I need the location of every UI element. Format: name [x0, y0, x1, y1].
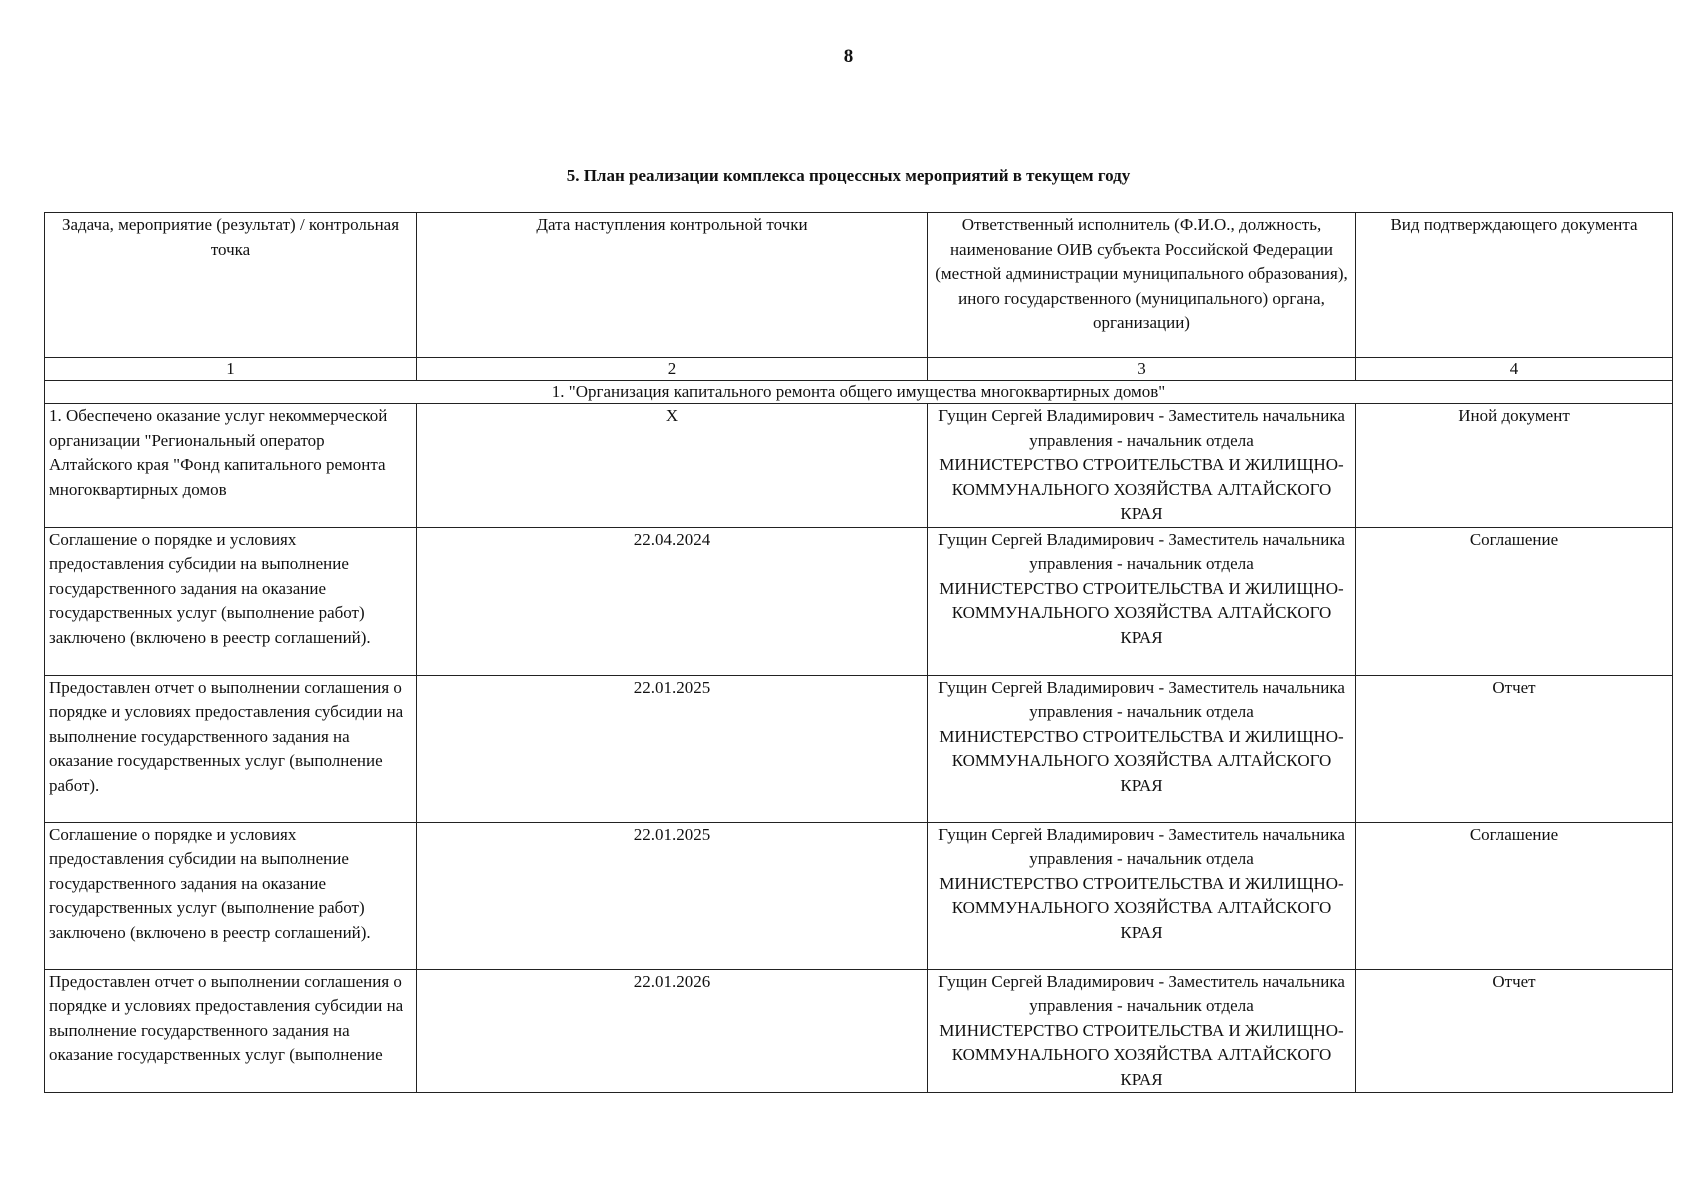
executor-cell — [928, 969, 1356, 1093]
page-number: 8 — [843, 46, 854, 67]
date-cell: 22.01.2026 — [417, 969, 928, 1093]
task-cell: 1. Обеспечено оказание услуг некоммерческой организации "Региональный оператор Алтайского края "Фонд капитального ремонта многоквартирных домов — [45, 404, 417, 528]
column-number: 2 — [417, 358, 928, 381]
header-task: Задача, мероприятие (результат) / контрольная точка — [45, 213, 417, 358]
executor-org: МИНИСТЕРСТВО СТРОИТЕЛЬСТВА И ЖИЛИЩНО-КОММУНАЛЬНОГО ХОЗЯЙСТВА АЛТАЙСКОГО КРАЯ — [939, 726, 1344, 795]
executor-person: Гущин Сергей Владимирович - Заместитель начальника управления - начальник отдела — [938, 971, 1345, 1015]
header-document: Вид подтверждающего документа — [1356, 213, 1673, 358]
executor-org: МИНИСТЕРСТВО СТРОИТЕЛЬСТВА И ЖИЛИЩНО-КОММУНАЛЬНОГО ХОЗЯЙСТВА АЛТАЙСКОГО КРАЯ — [939, 578, 1344, 647]
task-cell: Предоставлен отчет о выполнении соглашения о порядке и условиях предоставления субсидии на выполнение государственного задания на оказание государственных услуг (выполнение — [45, 969, 417, 1093]
executor-person: Гущин Сергей Владимирович - Заместитель начальника управления - начальник отдела — [938, 824, 1345, 868]
document-cell: Иной документ — [1356, 404, 1673, 528]
header-date: Дата наступления контрольной точки — [417, 213, 928, 358]
group-title: 1. "Организация капитального ремонта общего имущества многоквартирных домов" — [45, 381, 1673, 404]
date-cell: 22.01.2025 — [417, 675, 928, 822]
document-cell: Отчет — [1356, 969, 1673, 1093]
header-executor: Ответственный исполнитель (Ф.И.О., должность, наименование ОИВ субъекта Российской Федерации (местной администрации муниципального образования), иного государственного (муниципального) органа, организации) — [928, 213, 1356, 358]
date-cell: 22.01.2025 — [417, 822, 928, 969]
executor-person: Гущин Сергей Владимирович - Заместитель начальника управления - начальник отдела — [938, 406, 1345, 450]
task-cell: Соглашение о порядке и условиях предоставления субсидии на выполнение государственного задания на оказание государственных услуг (выполнение работ) заключено (включено в реестр соглашений). — [45, 527, 417, 675]
column-number-row — [45, 358, 1673, 381]
executor-org: МИНИСТЕРСТВО СТРОИТЕЛЬСТВА И ЖИЛИЩНО-КОММУНАЛЬНОГО ХОЗЯЙСТВА АЛТАЙСКОГО КРАЯ — [939, 873, 1344, 942]
document-cell: Отчет — [1356, 675, 1673, 822]
executor-person: Гущин Сергей Владимирович - Заместитель начальника управления - начальник отдела — [938, 529, 1345, 573]
table-row — [45, 527, 1673, 675]
date-cell: 22.04.2024 — [417, 527, 928, 675]
section-title: 5. План реализации комплекса процессных мероприятий в текущем году — [566, 166, 1131, 185]
executor-cell — [928, 527, 1356, 675]
task-cell: Соглашение о порядке и условиях предоставления субсидии на выполнение государственного задания на оказание государственных услуг (выполнение работ) заключено (включено в реестр соглашений). — [45, 822, 417, 969]
column-number: 4 — [1356, 358, 1673, 381]
table-row — [45, 822, 1673, 969]
header-row — [45, 213, 1673, 358]
executor-cell — [928, 404, 1356, 528]
date-cell: X — [417, 404, 928, 528]
executor-cell — [928, 822, 1356, 969]
document-cell: Соглашение — [1356, 822, 1673, 969]
table-row — [45, 404, 1673, 528]
table-row — [45, 969, 1673, 1093]
group-row — [45, 381, 1673, 404]
table-row — [45, 675, 1673, 822]
plan-table — [44, 212, 1673, 1093]
executor-cell — [928, 675, 1356, 822]
column-number: 1 — [45, 358, 417, 381]
executor-org: МИНИСТЕРСТВО СТРОИТЕЛЬСТВА И ЖИЛИЩНО-КОММУНАЛЬНОГО ХОЗЯЙСТВА АЛТАЙСКОГО КРАЯ — [939, 455, 1344, 523]
task-cell: Предоставлен отчет о выполнении соглашения о порядке и условиях предоставления субсидии на выполнение государственного задания на оказание государственных услуг (выполнение работ). — [45, 675, 417, 822]
document-cell: Соглашение — [1356, 527, 1673, 675]
executor-person: Гущин Сергей Владимирович - Заместитель начальника управления - начальник отдела — [938, 677, 1345, 721]
column-number: 3 — [928, 358, 1356, 381]
executor-org: МИНИСТЕРСТВО СТРОИТЕЛЬСТВА И ЖИЛИЩНО-КОММУНАЛЬНОГО ХОЗЯЙСТВА АЛТАЙСКОГО КРАЯ — [939, 1020, 1344, 1089]
